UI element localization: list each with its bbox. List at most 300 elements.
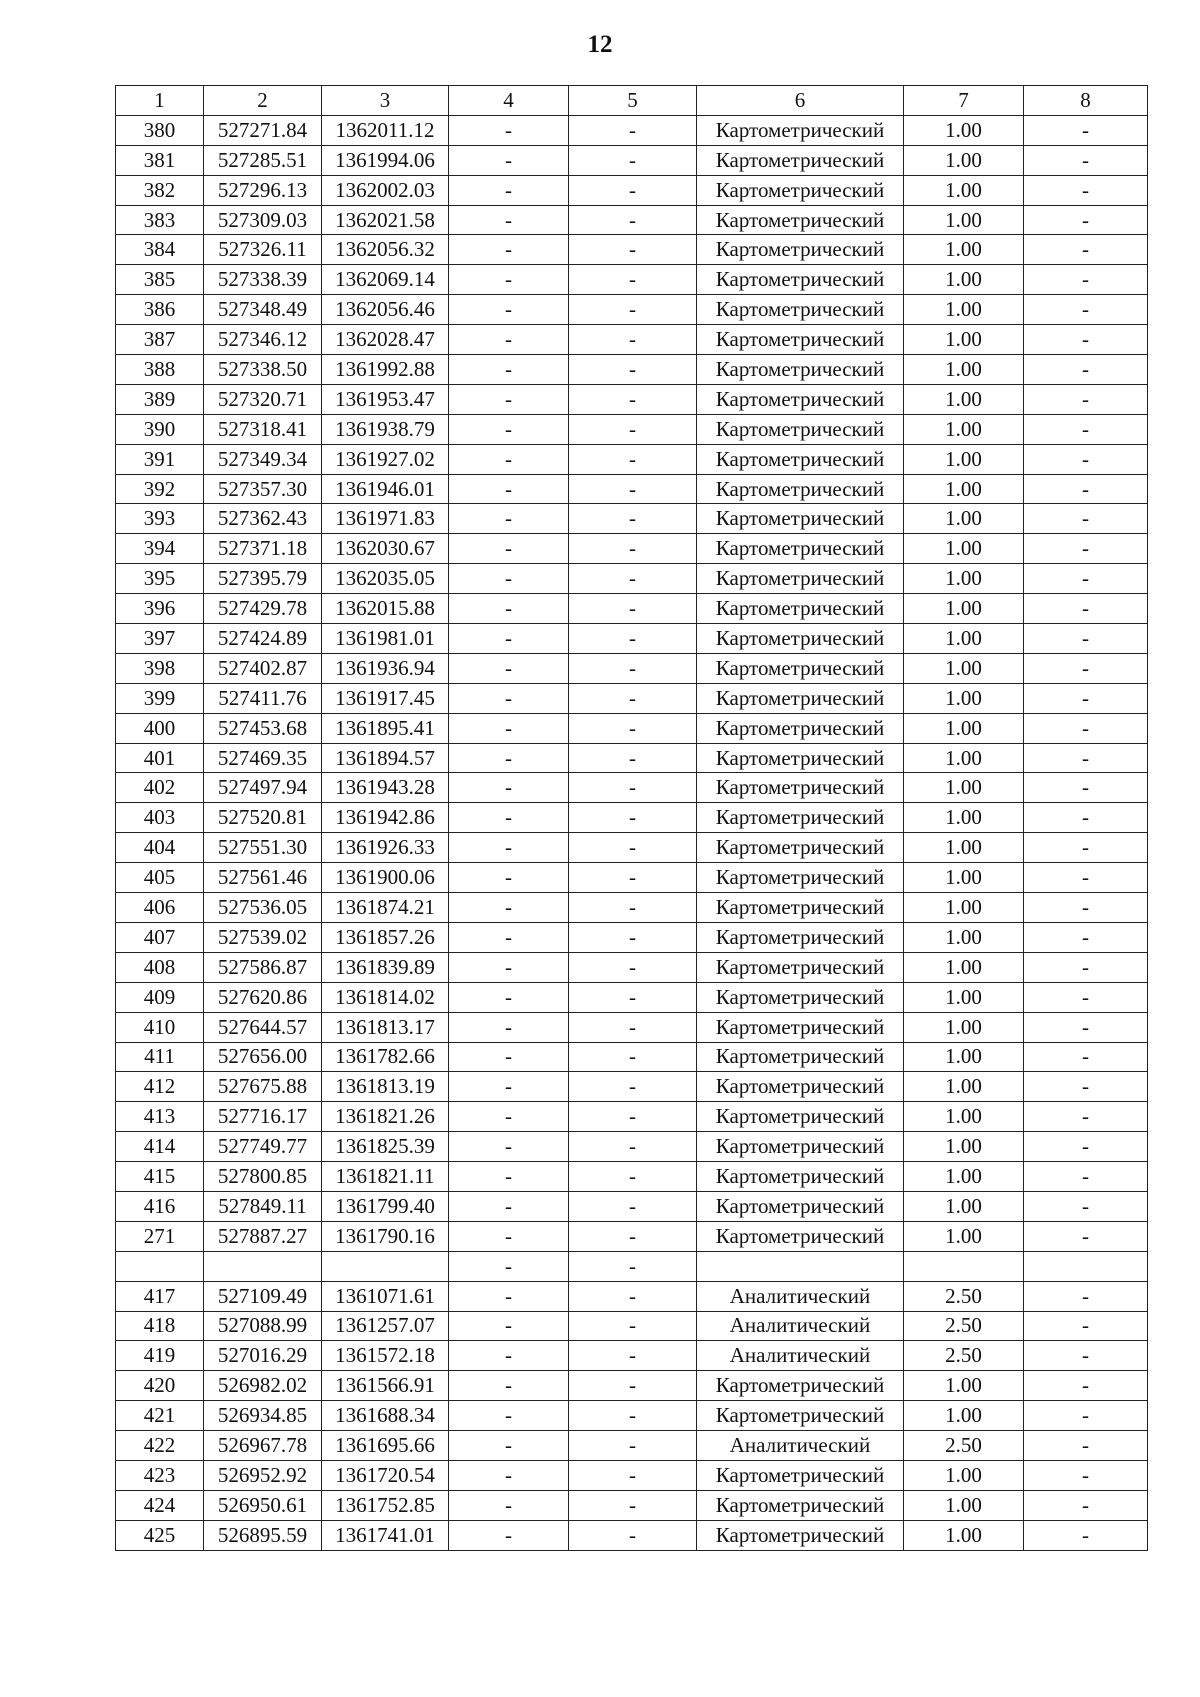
col-8-value-cell: -	[1024, 474, 1148, 504]
method-cell: Картометрический	[697, 355, 904, 385]
table-row	[116, 1520, 1148, 1550]
col-8-value-cell: -	[1024, 1191, 1148, 1221]
point-number-cell: 406	[116, 893, 204, 923]
precision-cell: 1.00	[904, 1072, 1024, 1102]
method-cell: Картометрический	[697, 205, 904, 235]
point-number-cell: 420	[116, 1371, 204, 1401]
x-coordinate-cell: 527088.99	[204, 1311, 322, 1341]
point-number-cell	[116, 1251, 204, 1281]
y-coordinate-cell: 1361821.26	[322, 1102, 449, 1132]
col-4-value-cell: -	[449, 145, 569, 175]
y-coordinate-cell: 1361917.45	[322, 683, 449, 713]
point-number-cell: 407	[116, 922, 204, 952]
col-8-value-cell: -	[1024, 833, 1148, 863]
col-5-value-cell: -	[569, 325, 697, 355]
col-4-value-cell: -	[449, 594, 569, 624]
point-number-cell: 393	[116, 504, 204, 534]
table-row	[116, 444, 1148, 474]
col-4-value-cell: -	[449, 982, 569, 1012]
table-row	[116, 922, 1148, 952]
precision-cell: 1.00	[904, 683, 1024, 713]
y-coordinate-cell: 1361688.34	[322, 1401, 449, 1431]
table-row	[116, 1281, 1148, 1311]
col-5-value-cell: -	[569, 683, 697, 713]
y-coordinate-cell: 1362030.67	[322, 534, 449, 564]
table-row	[116, 1490, 1148, 1520]
point-number-cell: 387	[116, 325, 204, 355]
point-number-cell: 383	[116, 205, 204, 235]
col-4-value-cell: -	[449, 1281, 569, 1311]
method-cell: Картометрический	[697, 444, 904, 474]
point-number-cell: 409	[116, 982, 204, 1012]
y-coordinate-cell: 1361895.41	[322, 713, 449, 743]
method-cell: Картометрический	[697, 1191, 904, 1221]
x-coordinate-cell: 527371.18	[204, 534, 322, 564]
precision-cell: 2.50	[904, 1431, 1024, 1461]
method-cell: Картометрический	[697, 713, 904, 743]
col-4-value-cell: -	[449, 325, 569, 355]
method-cell: Картометрический	[697, 1042, 904, 1072]
col-5-value-cell: -	[569, 713, 697, 743]
col-5-value-cell: -	[569, 863, 697, 893]
col-4-value-cell: -	[449, 564, 569, 594]
col-5-value-cell: -	[569, 1251, 697, 1281]
x-coordinate-cell: 527586.87	[204, 952, 322, 982]
col-5-value-cell: -	[569, 534, 697, 564]
point-number-cell: 403	[116, 803, 204, 833]
table-row	[116, 713, 1148, 743]
x-coordinate-cell: 527016.29	[204, 1341, 322, 1371]
method-cell: Аналитический	[697, 1311, 904, 1341]
table-row	[116, 175, 1148, 205]
method-cell: Картометрический	[697, 743, 904, 773]
col-5-value-cell: -	[569, 1460, 697, 1490]
table-row	[116, 265, 1148, 295]
x-coordinate-cell: 527357.30	[204, 474, 322, 504]
col-4-value-cell: -	[449, 355, 569, 385]
method-cell: Картометрический	[697, 982, 904, 1012]
method-cell: Аналитический	[697, 1281, 904, 1311]
method-cell: Картометрический	[697, 653, 904, 683]
point-number-cell: 410	[116, 1012, 204, 1042]
x-coordinate-cell: 527620.86	[204, 982, 322, 1012]
x-coordinate-cell: 527539.02	[204, 922, 322, 952]
col-8-value-cell: -	[1024, 1221, 1148, 1251]
y-coordinate-cell: 1362028.47	[322, 325, 449, 355]
col-4-value-cell: -	[449, 743, 569, 773]
table-row	[116, 1102, 1148, 1132]
x-coordinate-cell: 527395.79	[204, 564, 322, 594]
col-8-value-cell: -	[1024, 1012, 1148, 1042]
method-cell: Картометрический	[697, 384, 904, 414]
column-header-2: 2	[204, 86, 322, 116]
method-cell: Картометрический	[697, 235, 904, 265]
method-cell: Картометрический	[697, 1221, 904, 1251]
point-number-cell: 424	[116, 1490, 204, 1520]
precision-cell	[904, 1251, 1024, 1281]
y-coordinate-cell: 1361782.66	[322, 1042, 449, 1072]
x-coordinate-cell: 527800.85	[204, 1162, 322, 1192]
precision-cell: 1.00	[904, 1460, 1024, 1490]
col-5-value-cell: -	[569, 803, 697, 833]
column-header-1: 1	[116, 86, 204, 116]
y-coordinate-cell: 1361943.28	[322, 773, 449, 803]
precision-cell: 2.50	[904, 1341, 1024, 1371]
col-5-value-cell: -	[569, 355, 697, 385]
col-5-value-cell: -	[569, 414, 697, 444]
table-row	[116, 1251, 1148, 1281]
method-cell: Аналитический	[697, 1431, 904, 1461]
col-4-value-cell: -	[449, 1162, 569, 1192]
y-coordinate-cell: 1361953.47	[322, 384, 449, 414]
col-8-value-cell: -	[1024, 1132, 1148, 1162]
col-5-value-cell: -	[569, 504, 697, 534]
table-row	[116, 863, 1148, 893]
col-5-value-cell: -	[569, 1102, 697, 1132]
table-row	[116, 773, 1148, 803]
col-4-value-cell: -	[449, 1251, 569, 1281]
col-5-value-cell: -	[569, 1042, 697, 1072]
table-row	[116, 982, 1148, 1012]
x-coordinate-cell: 527326.11	[204, 235, 322, 265]
y-coordinate-cell: 1361936.94	[322, 653, 449, 683]
col-4-value-cell: -	[449, 1012, 569, 1042]
table-row	[116, 1162, 1148, 1192]
y-coordinate-cell: 1362021.58	[322, 205, 449, 235]
col-4-value-cell: -	[449, 414, 569, 444]
col-5-value-cell: -	[569, 145, 697, 175]
point-number-cell: 386	[116, 295, 204, 325]
table-row	[116, 474, 1148, 504]
col-8-value-cell: -	[1024, 295, 1148, 325]
precision-cell: 1.00	[904, 982, 1024, 1012]
col-8-value-cell: -	[1024, 713, 1148, 743]
precision-cell: 1.00	[904, 624, 1024, 654]
precision-cell: 1.00	[904, 474, 1024, 504]
precision-cell: 1.00	[904, 1132, 1024, 1162]
y-coordinate-cell: 1362035.05	[322, 564, 449, 594]
method-cell: Картометрический	[697, 594, 904, 624]
col-4-value-cell: -	[449, 773, 569, 803]
col-4-value-cell: -	[449, 1132, 569, 1162]
method-cell: Картометрический	[697, 683, 904, 713]
method-cell: Картометрический	[697, 1520, 904, 1550]
col-4-value-cell: -	[449, 444, 569, 474]
method-cell: Картометрический	[697, 325, 904, 355]
col-8-value-cell: -	[1024, 355, 1148, 385]
col-5-value-cell: -	[569, 1132, 697, 1162]
table-row	[116, 1012, 1148, 1042]
col-4-value-cell: -	[449, 624, 569, 654]
point-number-cell: 421	[116, 1401, 204, 1431]
x-coordinate-cell: 527887.27	[204, 1221, 322, 1251]
point-number-cell: 412	[116, 1072, 204, 1102]
point-number-cell: 396	[116, 594, 204, 624]
table-body	[116, 115, 1148, 1550]
col-4-value-cell: -	[449, 235, 569, 265]
x-coordinate-cell: 527429.78	[204, 594, 322, 624]
col-8-value-cell: -	[1024, 1162, 1148, 1192]
col-8-value-cell: -	[1024, 922, 1148, 952]
col-5-value-cell: -	[569, 1490, 697, 1520]
method-cell: Картометрический	[697, 1102, 904, 1132]
x-coordinate-cell: 527346.12	[204, 325, 322, 355]
y-coordinate-cell: 1361927.02	[322, 444, 449, 474]
point-number-cell: 408	[116, 952, 204, 982]
col-8-value-cell: -	[1024, 863, 1148, 893]
x-coordinate-cell: 527849.11	[204, 1191, 322, 1221]
col-4-value-cell: -	[449, 115, 569, 145]
precision-cell: 1.00	[904, 444, 1024, 474]
x-coordinate-cell: 527271.84	[204, 115, 322, 145]
y-coordinate-cell: 1362011.12	[322, 115, 449, 145]
col-4-value-cell: -	[449, 1102, 569, 1132]
table-row	[116, 235, 1148, 265]
x-coordinate-cell: 527348.49	[204, 295, 322, 325]
col-5-value-cell: -	[569, 235, 697, 265]
precision-cell: 1.00	[904, 265, 1024, 295]
col-4-value-cell: -	[449, 833, 569, 863]
col-8-value-cell: -	[1024, 683, 1148, 713]
point-number-cell: 392	[116, 474, 204, 504]
x-coordinate-cell: 527362.43	[204, 504, 322, 534]
col-4-value-cell: -	[449, 1520, 569, 1550]
table-row	[116, 145, 1148, 175]
col-4-value-cell: -	[449, 683, 569, 713]
precision-cell: 1.00	[904, 325, 1024, 355]
precision-cell: 1.00	[904, 115, 1024, 145]
point-number-cell: 405	[116, 863, 204, 893]
method-cell: Картометрический	[697, 1460, 904, 1490]
precision-cell: 1.00	[904, 1102, 1024, 1132]
x-coordinate-cell: 527402.87	[204, 653, 322, 683]
point-number-cell: 399	[116, 683, 204, 713]
y-coordinate-cell: 1361971.83	[322, 504, 449, 534]
col-5-value-cell: -	[569, 952, 697, 982]
point-number-cell: 382	[116, 175, 204, 205]
col-5-value-cell: -	[569, 1072, 697, 1102]
col-4-value-cell: -	[449, 295, 569, 325]
table-row	[116, 355, 1148, 385]
col-4-value-cell: -	[449, 265, 569, 295]
col-4-value-cell: -	[449, 384, 569, 414]
y-coordinate-cell: 1361790.16	[322, 1221, 449, 1251]
col-5-value-cell: -	[569, 743, 697, 773]
table-row	[116, 683, 1148, 713]
y-coordinate-cell: 1361695.66	[322, 1431, 449, 1461]
x-coordinate-cell: 526967.78	[204, 1431, 322, 1461]
col-8-value-cell: -	[1024, 1520, 1148, 1550]
col-8-value-cell: -	[1024, 504, 1148, 534]
precision-cell: 1.00	[904, 653, 1024, 683]
col-8-value-cell: -	[1024, 982, 1148, 1012]
col-8-value-cell: -	[1024, 624, 1148, 654]
x-coordinate-cell: 527318.41	[204, 414, 322, 444]
point-number-cell: 417	[116, 1281, 204, 1311]
col-5-value-cell: -	[569, 922, 697, 952]
point-number-cell: 380	[116, 115, 204, 145]
precision-cell: 1.00	[904, 1162, 1024, 1192]
precision-cell: 1.00	[904, 594, 1024, 624]
col-5-value-cell: -	[569, 594, 697, 624]
y-coordinate-cell: 1361894.57	[322, 743, 449, 773]
table-row	[116, 384, 1148, 414]
col-5-value-cell: -	[569, 624, 697, 654]
col-4-value-cell: -	[449, 1072, 569, 1102]
method-cell: Картометрический	[697, 624, 904, 654]
col-5-value-cell: -	[569, 384, 697, 414]
col-8-value-cell: -	[1024, 1371, 1148, 1401]
point-number-cell: 385	[116, 265, 204, 295]
x-coordinate-cell: 527656.00	[204, 1042, 322, 1072]
precision-cell: 1.00	[904, 803, 1024, 833]
col-4-value-cell: -	[449, 1341, 569, 1371]
col-5-value-cell: -	[569, 893, 697, 923]
precision-cell: 1.00	[904, 833, 1024, 863]
table-row	[116, 534, 1148, 564]
y-coordinate-cell: 1361938.79	[322, 414, 449, 444]
precision-cell: 1.00	[904, 145, 1024, 175]
col-8-value-cell: -	[1024, 265, 1148, 295]
col-4-value-cell: -	[449, 1311, 569, 1341]
table-row	[116, 952, 1148, 982]
col-5-value-cell: -	[569, 1191, 697, 1221]
col-8-value-cell: -	[1024, 444, 1148, 474]
col-8-value-cell: -	[1024, 1490, 1148, 1520]
method-cell: Картометрический	[697, 145, 904, 175]
x-coordinate-cell: 527338.39	[204, 265, 322, 295]
table-row	[116, 743, 1148, 773]
col-8-value-cell: -	[1024, 235, 1148, 265]
precision-cell: 2.50	[904, 1281, 1024, 1311]
x-coordinate-cell: 527424.89	[204, 624, 322, 654]
x-coordinate-cell: 527296.13	[204, 175, 322, 205]
x-coordinate-cell: 526982.02	[204, 1371, 322, 1401]
y-coordinate-cell: 1361874.21	[322, 893, 449, 923]
col-5-value-cell: -	[569, 1401, 697, 1431]
point-number-cell: 388	[116, 355, 204, 385]
y-coordinate-cell: 1361926.33	[322, 833, 449, 863]
x-coordinate-cell: 527749.77	[204, 1132, 322, 1162]
y-coordinate-cell: 1361994.06	[322, 145, 449, 175]
y-coordinate-cell: 1361752.85	[322, 1490, 449, 1520]
col-5-value-cell: -	[569, 1520, 697, 1550]
precision-cell: 1.00	[904, 355, 1024, 385]
col-4-value-cell: -	[449, 803, 569, 833]
method-cell: Картометрический	[697, 1012, 904, 1042]
col-8-value-cell: -	[1024, 1341, 1148, 1371]
col-4-value-cell: -	[449, 952, 569, 982]
method-cell: Картометрический	[697, 265, 904, 295]
point-number-cell: 416	[116, 1191, 204, 1221]
col-8-value-cell: -	[1024, 773, 1148, 803]
method-cell: Картометрический	[697, 534, 904, 564]
col-5-value-cell: -	[569, 982, 697, 1012]
x-coordinate-cell: 527675.88	[204, 1072, 322, 1102]
header-row	[116, 86, 1148, 116]
col-4-value-cell: -	[449, 205, 569, 235]
col-8-value-cell: -	[1024, 205, 1148, 235]
precision-cell: 1.00	[904, 743, 1024, 773]
x-coordinate-cell: 527109.49	[204, 1281, 322, 1311]
table-row	[116, 1401, 1148, 1431]
col-4-value-cell: -	[449, 893, 569, 923]
precision-cell: 1.00	[904, 1042, 1024, 1072]
col-4-value-cell: -	[449, 1460, 569, 1490]
table-row	[116, 803, 1148, 833]
col-8-value-cell: -	[1024, 115, 1148, 145]
col-5-value-cell: -	[569, 295, 697, 325]
precision-cell: 1.00	[904, 414, 1024, 444]
col-8-value-cell: -	[1024, 534, 1148, 564]
point-number-cell: 414	[116, 1132, 204, 1162]
col-8-value-cell: -	[1024, 893, 1148, 923]
table-row	[116, 653, 1148, 683]
precision-cell: 1.00	[904, 384, 1024, 414]
point-number-cell: 394	[116, 534, 204, 564]
method-cell: Аналитический	[697, 1341, 904, 1371]
column-header-4: 4	[449, 86, 569, 116]
method-cell: Картометрический	[697, 564, 904, 594]
col-8-value-cell: -	[1024, 1072, 1148, 1102]
point-number-cell: 422	[116, 1431, 204, 1461]
col-8-value-cell: -	[1024, 145, 1148, 175]
y-coordinate-cell: 1361992.88	[322, 355, 449, 385]
y-coordinate-cell: 1361071.61	[322, 1281, 449, 1311]
col-5-value-cell: -	[569, 1311, 697, 1341]
col-4-value-cell: -	[449, 1042, 569, 1072]
col-8-value-cell: -	[1024, 1431, 1148, 1461]
col-5-value-cell: -	[569, 773, 697, 803]
x-coordinate-cell: 527561.46	[204, 863, 322, 893]
x-coordinate-cell: 527349.34	[204, 444, 322, 474]
col-8-value-cell: -	[1024, 952, 1148, 982]
x-coordinate-cell: 527453.68	[204, 713, 322, 743]
table-row	[116, 325, 1148, 355]
x-coordinate-cell: 526895.59	[204, 1520, 322, 1550]
method-cell: Картометрический	[697, 893, 904, 923]
method-cell: Картометрический	[697, 773, 904, 803]
point-number-cell: 411	[116, 1042, 204, 1072]
precision-cell: 1.00	[904, 922, 1024, 952]
y-coordinate-cell: 1361981.01	[322, 624, 449, 654]
col-8-value-cell: -	[1024, 384, 1148, 414]
table-row	[116, 1072, 1148, 1102]
point-number-cell: 401	[116, 743, 204, 773]
x-coordinate-cell: 527536.05	[204, 893, 322, 923]
col-4-value-cell: -	[449, 175, 569, 205]
precision-cell: 1.00	[904, 1401, 1024, 1431]
col-4-value-cell: -	[449, 1401, 569, 1431]
y-coordinate-cell: 1361857.26	[322, 922, 449, 952]
method-cell: Картометрический	[697, 1490, 904, 1520]
x-coordinate-cell: 527551.30	[204, 833, 322, 863]
method-cell: Картометрический	[697, 863, 904, 893]
col-8-value-cell: -	[1024, 1102, 1148, 1132]
point-number-cell: 397	[116, 624, 204, 654]
col-8-value-cell: -	[1024, 564, 1148, 594]
column-header-3: 3	[322, 86, 449, 116]
x-coordinate-cell: 527644.57	[204, 1012, 322, 1042]
table-row	[116, 833, 1148, 863]
table-row	[116, 1311, 1148, 1341]
precision-cell: 1.00	[904, 175, 1024, 205]
col-8-value-cell: -	[1024, 175, 1148, 205]
precision-cell: 1.00	[904, 1191, 1024, 1221]
col-4-value-cell: -	[449, 474, 569, 504]
precision-cell: 1.00	[904, 773, 1024, 803]
method-cell: Картометрический	[697, 1132, 904, 1162]
